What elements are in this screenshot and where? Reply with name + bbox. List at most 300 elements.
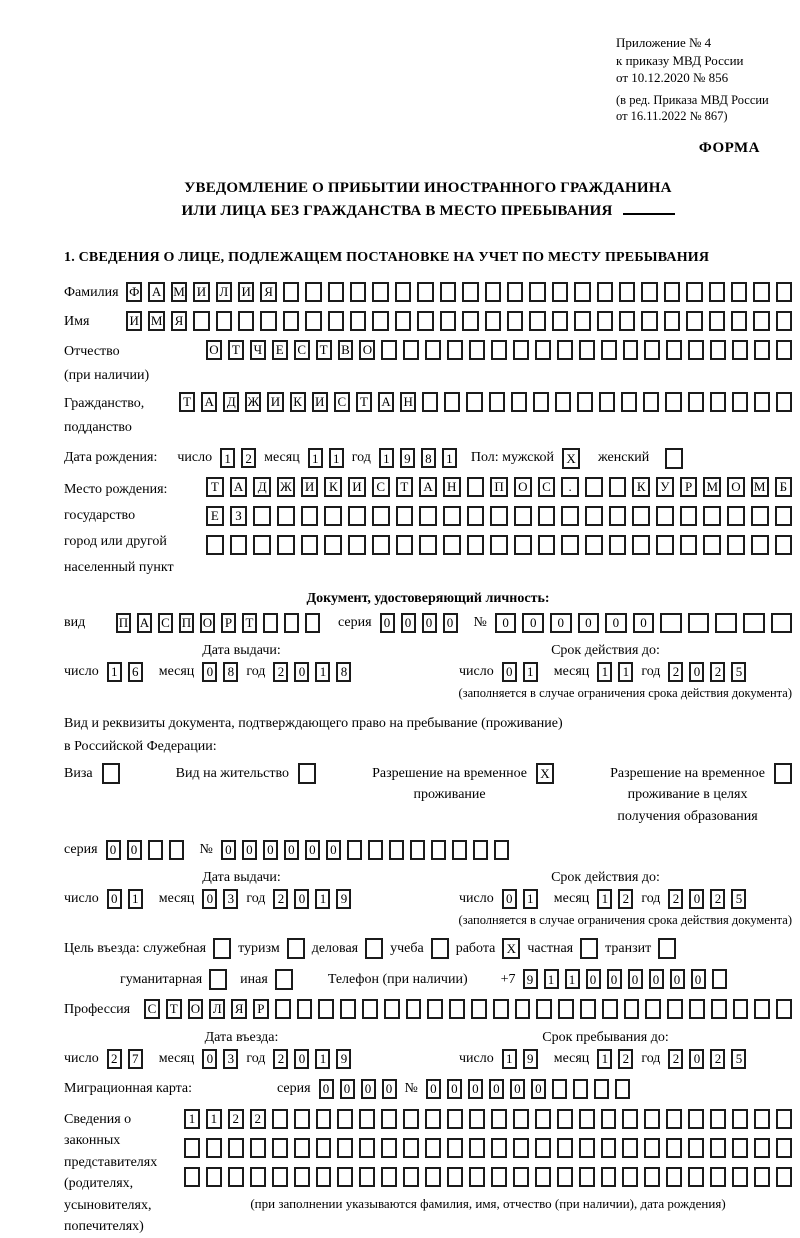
doc-type-cell[interactable]: П [179,613,194,633]
birthplace-cell[interactable] [727,506,745,526]
patronymic-cell[interactable]: Т [228,340,244,360]
birthplace-cell[interactable] [467,477,485,497]
birthplace-cell[interactable] [632,535,650,555]
doc-series-cell[interactable]: 0 [380,613,395,633]
migcard-series-cells[interactable] [319,1079,397,1099]
patronymic-cells[interactable] [206,340,792,360]
firstname-cell[interactable] [597,311,613,331]
doc-type-cell[interactable]: Р [221,613,236,633]
citizenship-cell[interactable]: А [201,392,217,412]
doc-issue-month-cell[interactable]: 0 [202,662,217,682]
doc-issue-month-cell[interactable]: 8 [223,662,238,682]
reps-cell[interactable] [403,1138,419,1158]
patronymic-cell[interactable] [623,340,639,360]
reps-cell[interactable] [228,1138,244,1158]
reps-cell[interactable] [579,1167,595,1187]
reps-cell[interactable] [776,1109,792,1129]
birthplace-cell[interactable] [348,506,366,526]
permit-issue-year-cell[interactable]: 9 [336,889,351,909]
patronymic-cell[interactable] [732,340,748,360]
birthplace-cell[interactable]: Т [206,477,224,497]
birthplace-cell[interactable] [253,535,271,555]
reps-cell[interactable] [710,1109,726,1129]
birthplace-cell[interactable] [609,477,627,497]
phone-digit-cell[interactable]: 0 [628,969,643,989]
profession-cell[interactable] [471,999,487,1019]
patronymic-cell[interactable] [710,340,726,360]
reps-cell[interactable] [513,1109,529,1129]
birthplace-cell[interactable]: М [751,477,769,497]
permit-number-cell[interactable] [368,840,383,860]
birthplace-cell[interactable] [751,506,769,526]
firstname-cell[interactable] [417,311,433,331]
doc-number-cell[interactable] [688,613,710,633]
surname-cell[interactable] [485,282,501,302]
reps-cell[interactable] [359,1167,375,1187]
firstname-cell[interactable] [552,311,568,331]
entry-month-cell[interactable]: 0 [202,1049,217,1069]
profession-cell[interactable] [602,999,618,1019]
birthplace-cell[interactable] [324,506,342,526]
reps-cell[interactable] [666,1167,682,1187]
doc-type-cell[interactable]: С [158,613,173,633]
reps-cell[interactable] [601,1167,617,1187]
doc-issue-year-cell[interactable]: 1 [315,662,330,682]
birthplace-cell[interactable] [230,535,248,555]
purpose-business-cell[interactable] [365,938,383,959]
profession-cell[interactable] [318,999,334,1019]
reps-cell[interactable] [272,1138,288,1158]
birth-year-cell[interactable]: 8 [421,448,436,468]
surname-cell[interactable] [395,282,411,302]
birthplace-cell[interactable] [348,535,366,555]
surname-cell[interactable] [641,282,657,302]
migcard-series-cell[interactable]: 0 [382,1079,397,1099]
reps-cell[interactable] [491,1167,507,1187]
birthplace-cell[interactable]: К [632,477,650,497]
permit-valid-day-cell[interactable]: 1 [523,889,538,909]
patronymic-cell[interactable] [776,340,792,360]
reps-cell[interactable] [579,1109,595,1129]
doc-valid-month-cell[interactable]: 1 [597,662,612,682]
firstname-cell[interactable] [238,311,254,331]
doc-number-cell[interactable]: 0 [522,613,544,633]
entry-year-cell[interactable]: 2 [273,1049,288,1069]
birthplace-cell[interactable] [467,535,485,555]
birthplace-cell[interactable] [301,535,319,555]
citizenship-cell[interactable] [577,392,593,412]
patronymic-cell[interactable] [491,340,507,360]
patronymic-cell[interactable] [469,340,485,360]
birthplace-cell[interactable] [680,535,698,555]
birthplace-cell[interactable]: У [656,477,674,497]
reps-cell[interactable] [403,1167,419,1187]
birthplace-cell[interactable] [419,535,437,555]
purpose-other-cell[interactable] [275,969,293,990]
reps-cell[interactable] [513,1138,529,1158]
doc-valid-day-cells[interactable] [502,662,538,682]
permit-issue-month-cell[interactable]: 0 [202,889,217,909]
reps-cell[interactable] [447,1138,463,1158]
doc-type-cell[interactable] [284,613,299,633]
doc-series-cell[interactable]: 0 [443,613,458,633]
permit-number-cells[interactable] [221,840,509,860]
citizenship-cell[interactable]: Д [223,392,239,412]
profession-cell[interactable] [297,999,313,1019]
birthplace-cell[interactable] [538,506,556,526]
doc-type-cell[interactable]: Т [242,613,257,633]
permit-issue-year-cells[interactable] [273,889,351,909]
citizenship-cell[interactable] [776,392,792,412]
birthplace-cell[interactable]: А [230,477,248,497]
birthplace-cell[interactable]: О [727,477,745,497]
migcard-number-cell[interactable]: 0 [489,1079,504,1099]
entry-day-cells[interactable] [107,1049,143,1069]
reps-cell[interactable] [579,1138,595,1158]
reps-cell[interactable] [732,1138,748,1158]
permit-number-cell[interactable] [347,840,362,860]
visa-checkbox-cell[interactable] [102,763,120,784]
citizenship-cell[interactable] [688,392,704,412]
reps-cell[interactable] [206,1138,222,1158]
reps-cell[interactable] [447,1109,463,1129]
patronymic-cell[interactable]: Е [272,340,288,360]
surname-cell[interactable] [776,282,792,302]
temp-residence-education-checkbox[interactable] [774,763,792,784]
reps-cell[interactable] [337,1167,353,1187]
citizenship-cell[interactable]: К [290,392,306,412]
profession-cell[interactable] [427,999,443,1019]
doc-type-cells[interactable] [116,613,320,633]
patronymic-cell[interactable] [381,340,397,360]
migcard-number-cell[interactable]: 0 [531,1079,546,1099]
firstname-cell[interactable]: М [148,311,164,331]
birthplace-cell[interactable]: И [348,477,366,497]
temp-residence-checkbox-cell[interactable]: X [536,763,554,784]
surname-cell[interactable] [574,282,590,302]
purpose-work-cell[interactable]: X [502,938,520,959]
citizenship-cell[interactable]: А [378,392,394,412]
profession-cell[interactable] [515,999,531,1019]
profession-cell[interactable] [689,999,705,1019]
permit-issue-day-cell[interactable]: 1 [128,889,143,909]
reps-cell[interactable] [754,1138,770,1158]
migcard-series-cell[interactable]: 0 [361,1079,376,1099]
doc-number-cell[interactable] [660,613,682,633]
reps-cell[interactable] [359,1109,375,1129]
doc-valid-year-cell[interactable]: 0 [689,662,704,682]
birthdate-month-cells[interactable] [308,448,344,468]
birthplace-cells-row3[interactable] [206,535,792,555]
purpose-official-cell[interactable] [213,938,231,959]
surname-cell[interactable] [709,282,725,302]
reps-cell[interactable] [272,1167,288,1187]
reps-cell[interactable] [316,1109,332,1129]
birthdate-day-cells[interactable] [220,448,256,468]
entry-year-cell[interactable]: 9 [336,1049,351,1069]
stay-month-cell[interactable]: 2 [618,1049,633,1069]
permit-valid-day-cell[interactable]: 0 [502,889,517,909]
permit-series-cell[interactable] [169,840,184,860]
gender-female-checkbox[interactable] [665,448,683,469]
phone-digit-cell[interactable]: 0 [670,969,685,989]
reps-cell[interactable] [316,1138,332,1158]
migcard-number-cell[interactable]: 0 [510,1079,525,1099]
permit-series-cell[interactable]: 0 [106,840,121,860]
birthplace-cell[interactable]: Р [680,477,698,497]
surname-cell[interactable] [440,282,456,302]
firstname-cell[interactable] [260,311,276,331]
entry-year-cell[interactable]: 1 [315,1049,330,1069]
birthplace-cell[interactable] [419,506,437,526]
purpose-tourism-cell[interactable] [287,938,305,959]
surname-cell[interactable] [507,282,523,302]
reps-cell[interactable] [535,1167,551,1187]
stay-day-cell[interactable]: 9 [523,1049,538,1069]
birthplace-cell[interactable] [324,535,342,555]
birthplace-cell[interactable] [301,506,319,526]
doc-issue-year-cell[interactable]: 2 [273,662,288,682]
reps-cell[interactable] [294,1167,310,1187]
surname-cell[interactable]: И [193,282,209,302]
purpose-humanitarian-cell[interactable] [209,969,227,990]
firstname-cell[interactable] [686,311,702,331]
permit-number-cell[interactable] [389,840,404,860]
reps-cells-row1[interactable] [184,1109,792,1129]
entry-year-cells[interactable] [273,1049,351,1069]
surname-cell[interactable] [686,282,702,302]
doc-valid-year-cells[interactable] [668,662,746,682]
surname-cell[interactable] [753,282,769,302]
residence-permit-checkbox[interactable] [298,763,316,784]
permit-number-cell[interactable]: 0 [326,840,341,860]
doc-type-cell[interactable] [263,613,278,633]
reps-cell[interactable] [206,1167,222,1187]
doc-type-cell[interactable]: О [200,613,215,633]
reps-cell[interactable] [688,1167,704,1187]
profession-cells[interactable] [144,999,792,1019]
firstname-cells[interactable] [126,311,792,331]
patronymic-cell[interactable]: С [294,340,310,360]
profession-cell[interactable]: С [144,999,160,1019]
birthplace-cell[interactable] [538,535,556,555]
reps-cell[interactable]: 1 [184,1109,200,1129]
reps-cell[interactable] [557,1167,573,1187]
birthplace-cell[interactable]: С [538,477,556,497]
doc-valid-year-cell[interactable]: 5 [731,662,746,682]
permit-issue-year-cell[interactable]: 0 [294,889,309,909]
firstname-cell[interactable] [372,311,388,331]
birthplace-cell[interactable] [656,535,674,555]
surname-cells[interactable] [126,282,792,302]
reps-cell[interactable] [337,1109,353,1129]
reps-cell[interactable] [644,1138,660,1158]
patronymic-cell[interactable] [688,340,704,360]
birthplace-cell[interactable] [277,535,295,555]
permit-number-cell[interactable] [452,840,467,860]
surname-cell[interactable] [328,282,344,302]
doc-issue-year-cells[interactable] [273,662,351,682]
reps-cell[interactable] [316,1167,332,1187]
firstname-cell[interactable] [664,311,680,331]
firstname-cell[interactable] [709,311,725,331]
stay-year-cell[interactable]: 5 [731,1049,746,1069]
citizenship-cell[interactable]: С [334,392,350,412]
birthplace-cell[interactable]: И [301,477,319,497]
birth-year-cell[interactable]: 9 [400,448,415,468]
doc-issue-month-cells[interactable] [202,662,238,682]
birth-year-cell[interactable]: 1 [442,448,457,468]
reps-cell[interactable] [644,1167,660,1187]
citizenship-cell[interactable] [643,392,659,412]
citizenship-cell[interactable] [710,392,726,412]
birthplace-cell[interactable] [585,535,603,555]
reps-cell[interactable] [381,1109,397,1129]
visa-checkbox[interactable] [102,763,120,784]
purpose-tourism-checkbox[interactable] [287,938,305,959]
birthplace-cells-row1[interactable] [206,477,792,497]
citizenship-cell[interactable] [489,392,505,412]
permit-valid-year-cell[interactable]: 5 [731,889,746,909]
male-checkbox-cell[interactable]: X [562,448,580,469]
surname-cell[interactable] [731,282,747,302]
permit-valid-year-cells[interactable] [668,889,746,909]
birth-month-cell[interactable]: 1 [308,448,323,468]
birthplace-cell[interactable] [514,535,532,555]
purpose-private-cell[interactable] [580,938,598,959]
profession-cell[interactable] [340,999,356,1019]
reps-cell[interactable] [491,1138,507,1158]
doc-issue-year-cell[interactable]: 8 [336,662,351,682]
permit-number-cell[interactable] [410,840,425,860]
patronymic-cell[interactable] [447,340,463,360]
permit-number-cell[interactable]: 0 [305,840,320,860]
doc-type-cell[interactable]: П [116,613,131,633]
birthplace-cell[interactable] [609,506,627,526]
profession-cell[interactable] [406,999,422,1019]
reps-cell[interactable] [250,1167,266,1187]
firstname-cell[interactable] [507,311,523,331]
birthplace-cell[interactable] [585,477,603,497]
citizenship-cells[interactable] [179,392,792,412]
birthplace-cell[interactable] [727,535,745,555]
profession-cell[interactable] [580,999,596,1019]
reps-cell[interactable] [403,1109,419,1129]
doc-valid-year-cell[interactable]: 2 [668,662,683,682]
citizenship-cell[interactable] [422,392,438,412]
birthplace-cell[interactable] [703,506,721,526]
reps-cell[interactable] [776,1138,792,1158]
reps-cell[interactable] [294,1138,310,1158]
birthplace-cell[interactable]: Т [396,477,414,497]
reps-cell[interactable] [535,1109,551,1129]
reps-cell[interactable] [359,1138,375,1158]
birthplace-cell[interactable]: Ж [277,477,295,497]
citizenship-cell[interactable] [754,392,770,412]
birthplace-cell[interactable]: А [419,477,437,497]
birthplace-cell[interactable]: М [703,477,721,497]
permit-valid-year-cell[interactable]: 2 [668,889,683,909]
firstname-cell[interactable] [753,311,769,331]
purpose-study-cell[interactable] [431,938,449,959]
firstname-cell[interactable] [641,311,657,331]
doc-series-cell[interactable]: 0 [422,613,437,633]
permit-valid-month-cells[interactable] [597,889,633,909]
birthplace-cell[interactable] [490,535,508,555]
reps-cell[interactable]: 2 [250,1109,266,1129]
purpose-private-checkbox[interactable] [580,938,598,959]
firstname-cell[interactable] [328,311,344,331]
firstname-cell[interactable] [574,311,590,331]
profession-cell[interactable] [776,999,792,1019]
profession-cell[interactable] [275,999,291,1019]
profession-cell[interactable]: Р [253,999,269,1019]
female-checkbox-cell[interactable] [665,448,683,469]
reps-cell[interactable] [666,1109,682,1129]
profession-cell[interactable] [449,999,465,1019]
reps-cell[interactable] [250,1138,266,1158]
stay-year-cell[interactable]: 0 [689,1049,704,1069]
birthplace-cell[interactable] [396,506,414,526]
birth-day-cell[interactable]: 1 [220,448,235,468]
doc-type-cell[interactable] [305,613,320,633]
surname-cell[interactable]: Ф [126,282,142,302]
surname-cell[interactable] [305,282,321,302]
purpose-other-checkbox[interactable] [275,969,293,990]
migcard-number-cell[interactable] [552,1079,567,1099]
permit-number-cell[interactable]: 0 [221,840,236,860]
firstname-cell[interactable] [395,311,411,331]
doc-series-cells[interactable] [380,613,458,633]
birthplace-cell[interactable] [751,535,769,555]
entry-year-cell[interactable]: 0 [294,1049,309,1069]
reps-cell[interactable] [381,1138,397,1158]
migcard-series-cell[interactable]: 0 [319,1079,334,1099]
doc-series-cell[interactable]: 0 [401,613,416,633]
stay-day-cell[interactable]: 1 [502,1049,517,1069]
phone-digit-cell[interactable]: 0 [607,969,622,989]
reps-cell[interactable] [776,1167,792,1187]
birth-year-cell[interactable]: 1 [379,448,394,468]
entry-month-cell[interactable]: 3 [223,1049,238,1069]
firstname-cell[interactable] [216,311,232,331]
citizenship-cell[interactable] [621,392,637,412]
profession-cell[interactable] [667,999,683,1019]
permit-number-cell[interactable] [473,840,488,860]
doc-number-cell[interactable] [715,613,737,633]
patronymic-cell[interactable]: О [359,340,375,360]
reps-cells-row2[interactable] [184,1138,792,1158]
citizenship-cell[interactable]: И [267,392,283,412]
permit-issue-year-cell[interactable]: 1 [315,889,330,909]
doc-valid-day-cell[interactable]: 0 [502,662,517,682]
citizenship-cell[interactable] [511,392,527,412]
patronymic-cell[interactable] [601,340,617,360]
reps-cell[interactable] [425,1109,441,1129]
birthplace-cell[interactable] [372,506,390,526]
reps-cell[interactable]: 1 [206,1109,222,1129]
surname-cell[interactable]: И [238,282,254,302]
reps-cell[interactable] [754,1167,770,1187]
permit-issue-month-cells[interactable] [202,889,238,909]
profession-cell[interactable] [493,999,509,1019]
birth-month-cell[interactable]: 1 [329,448,344,468]
reps-cell[interactable] [688,1109,704,1129]
permit-series-cells[interactable] [106,840,184,860]
firstname-cell[interactable] [305,311,321,331]
firstname-cell[interactable] [193,311,209,331]
firstname-cell[interactable] [462,311,478,331]
